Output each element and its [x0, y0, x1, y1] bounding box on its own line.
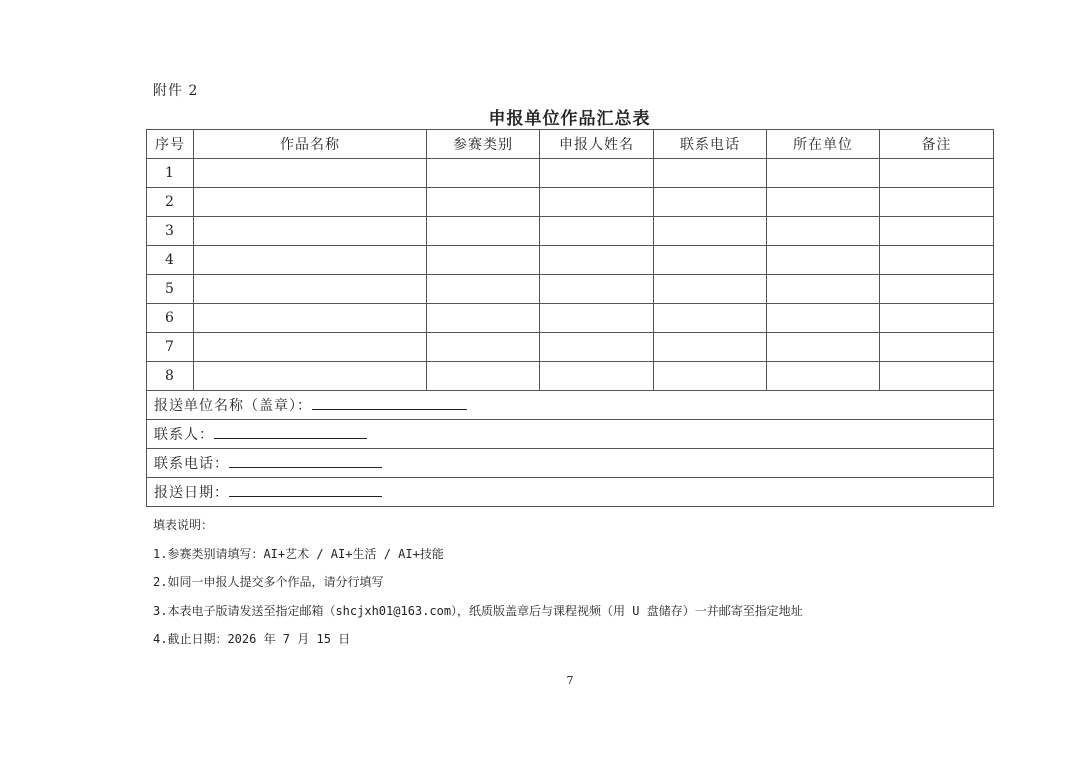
category-cell[interactable] — [427, 275, 540, 304]
footer-row-contact-person — [147, 420, 994, 449]
header-work-name: 作品名称 — [194, 130, 427, 159]
applicant-cell[interactable] — [540, 362, 654, 391]
submit-date-blank[interactable] — [229, 482, 382, 497]
summary-table — [146, 129, 994, 507]
footer-row-submit-date — [147, 478, 994, 507]
phone-cell[interactable] — [654, 275, 767, 304]
unit-cell[interactable] — [767, 188, 880, 217]
applicant-cell[interactable] — [540, 188, 654, 217]
row-number: 1 — [147, 159, 194, 188]
table-row — [147, 275, 994, 304]
submit-date-label: 报送日期： — [154, 485, 229, 501]
unit-cell[interactable] — [767, 246, 880, 275]
phone-cell[interactable] — [654, 217, 767, 246]
page-number: 7 — [566, 674, 574, 687]
applicant-cell[interactable] — [540, 304, 654, 333]
instruction-item: 2.如同一申报人提交多个作品，请分行填写 — [153, 575, 384, 589]
phone-cell[interactable] — [654, 246, 767, 275]
category-cell[interactable] — [427, 217, 540, 246]
row-number: 5 — [147, 275, 194, 304]
work-name-cell[interactable] — [194, 159, 427, 188]
header-category: 参赛类别 — [427, 130, 540, 159]
applicant-cell[interactable] — [540, 159, 654, 188]
row-number: 3 — [147, 217, 194, 246]
work-name-cell[interactable] — [194, 333, 427, 362]
work-name-cell[interactable] — [194, 188, 427, 217]
unit-cell[interactable] — [767, 217, 880, 246]
remarks-cell[interactable] — [880, 333, 994, 362]
row-number: 8 — [147, 362, 194, 391]
row-number: 6 — [147, 304, 194, 333]
header-unit: 所在单位 — [767, 130, 880, 159]
header-remarks: 备注 — [880, 130, 994, 159]
category-cell[interactable] — [427, 188, 540, 217]
remarks-cell[interactable] — [880, 362, 994, 391]
work-name-cell[interactable] — [194, 246, 427, 275]
category-cell[interactable] — [427, 246, 540, 275]
table-row — [147, 246, 994, 275]
table-row — [147, 217, 994, 246]
footer-row-contact-phone — [147, 449, 994, 478]
phone-cell[interactable] — [654, 362, 767, 391]
applicant-cell[interactable] — [540, 217, 654, 246]
applicant-cell[interactable] — [540, 333, 654, 362]
instructions-heading: 填表说明： — [153, 518, 214, 532]
remarks-cell[interactable] — [880, 188, 994, 217]
contact-phone-label: 联系电话： — [154, 456, 229, 472]
table-row — [147, 304, 994, 333]
table-row — [147, 333, 994, 362]
contact-person-label: 联系人： — [154, 427, 214, 443]
fill-instructions — [153, 511, 803, 654]
work-name-cell[interactable] — [194, 275, 427, 304]
category-cell[interactable] — [427, 159, 540, 188]
remarks-cell[interactable] — [880, 246, 994, 275]
unit-cell[interactable] — [767, 362, 880, 391]
instruction-item: 4.截止日期：2026 年 7 月 15 日 — [153, 632, 351, 646]
row-number: 2 — [147, 188, 194, 217]
table-header-row — [147, 130, 994, 159]
phone-cell[interactable] — [654, 188, 767, 217]
category-cell[interactable] — [427, 304, 540, 333]
instruction-item: 3.本表电子版请发送至指定邮箱（shcjxh01@163.com），纸质版盖章后与课程视频（用 U 盘储存）一并邮寄至指定地址 — [153, 603, 803, 618]
remarks-cell[interactable] — [880, 304, 994, 333]
applicant-cell[interactable] — [540, 246, 654, 275]
phone-cell[interactable] — [654, 333, 767, 362]
work-name-cell[interactable] — [194, 362, 427, 391]
submitting-unit-label: 报送单位名称（盖章）： — [154, 398, 312, 414]
unit-cell[interactable] — [767, 159, 880, 188]
work-name-cell[interactable] — [194, 217, 427, 246]
contact-person-blank[interactable] — [214, 424, 367, 439]
remarks-cell[interactable] — [880, 217, 994, 246]
unit-cell[interactable] — [767, 333, 880, 362]
remarks-cell[interactable] — [880, 159, 994, 188]
phone-cell[interactable] — [654, 304, 767, 333]
phone-cell[interactable] — [654, 159, 767, 188]
submitting-unit-blank[interactable] — [312, 395, 467, 410]
header-applicant: 申报人姓名 — [540, 130, 654, 159]
work-name-cell[interactable] — [194, 304, 427, 333]
remarks-cell[interactable] — [880, 275, 994, 304]
table-row — [147, 362, 994, 391]
row-number: 7 — [147, 333, 194, 362]
table-row — [147, 159, 994, 188]
applicant-cell[interactable] — [540, 275, 654, 304]
header-seq: 序号 — [147, 130, 194, 159]
table-row — [147, 188, 994, 217]
attachment-label: 附件 2 — [153, 83, 199, 99]
footer-row-submitting-unit — [147, 391, 994, 420]
category-cell[interactable] — [427, 333, 540, 362]
category-cell[interactable] — [427, 362, 540, 391]
unit-cell[interactable] — [767, 304, 880, 333]
instruction-item: 1.参赛类别请填写：AI+艺术 / AI+生活 / AI+技能 — [153, 546, 444, 561]
header-phone: 联系电话 — [654, 130, 767, 159]
row-number: 4 — [147, 246, 194, 275]
unit-cell[interactable] — [767, 275, 880, 304]
contact-phone-blank[interactable] — [229, 453, 382, 468]
document-title: 申报单位作品汇总表 — [488, 109, 651, 129]
